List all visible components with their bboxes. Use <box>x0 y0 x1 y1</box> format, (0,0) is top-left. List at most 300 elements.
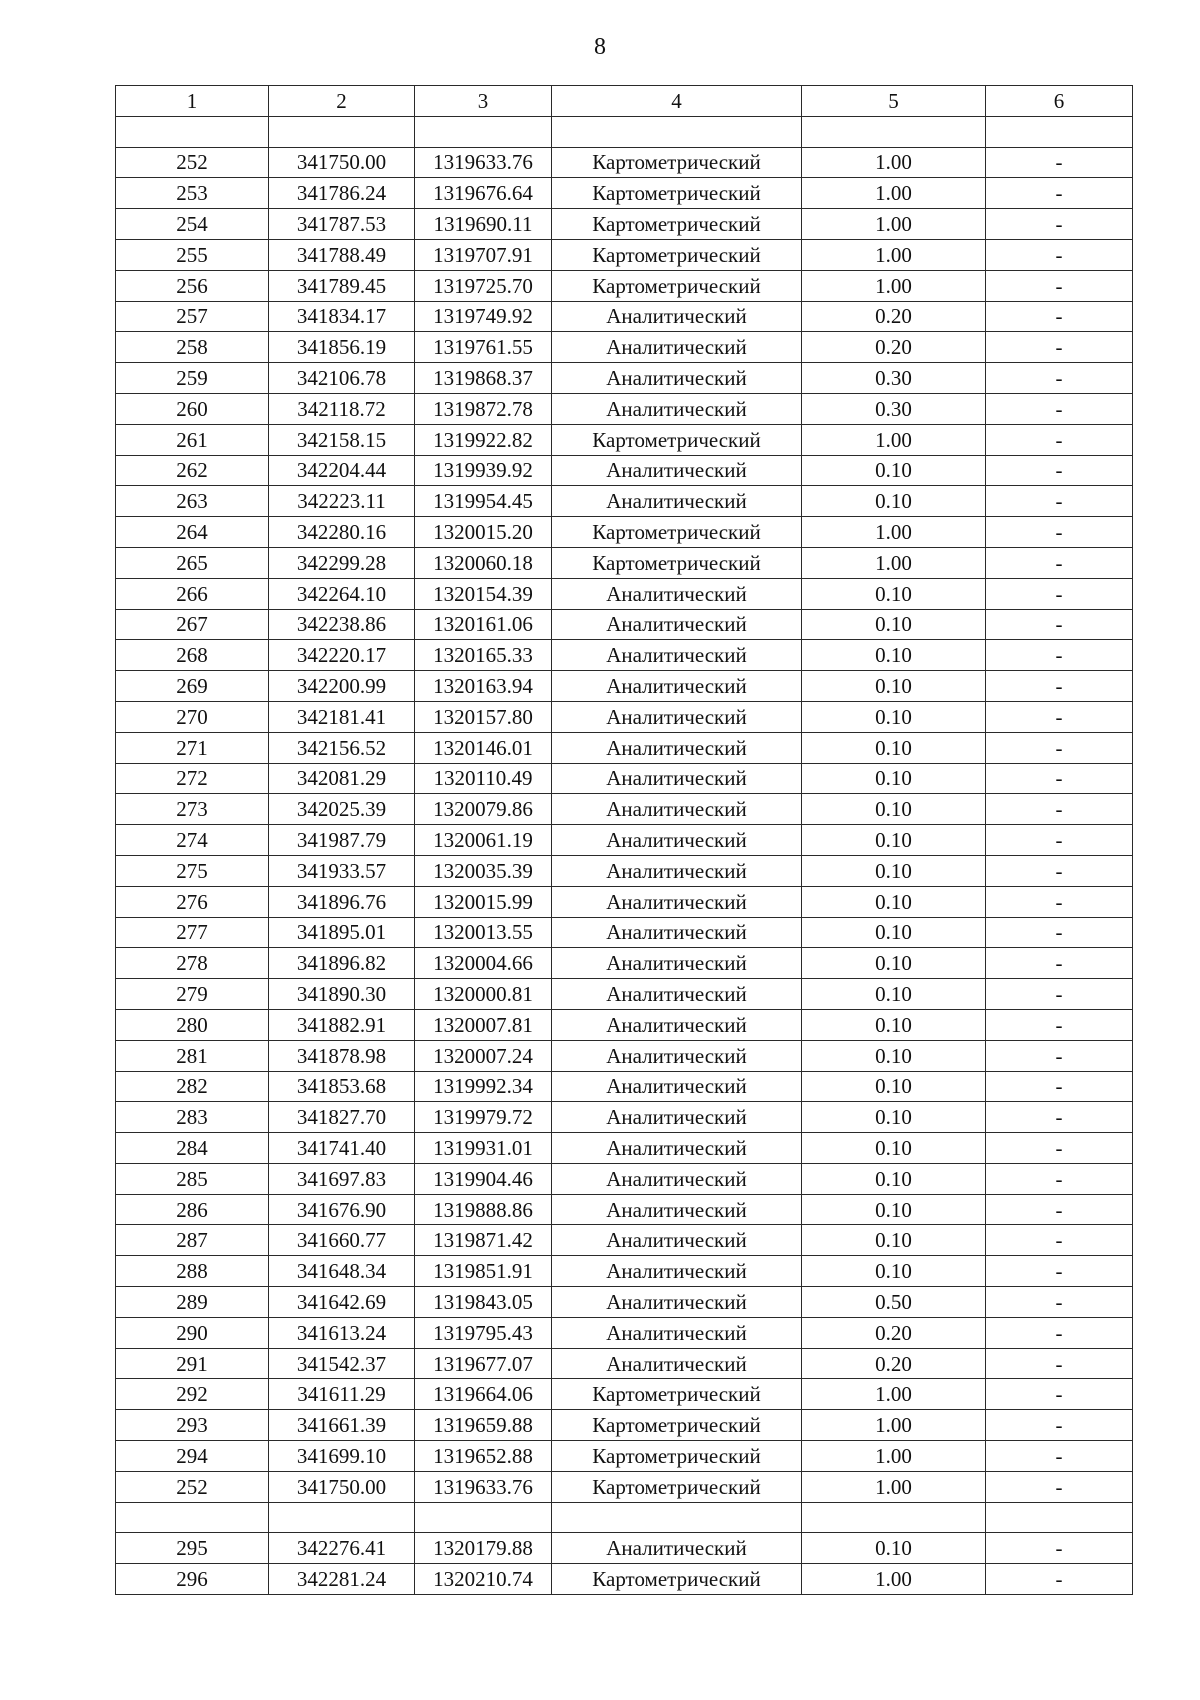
column-header: 2 <box>269 86 415 117</box>
method-cell: Аналитический <box>552 917 802 948</box>
y-coordinate-cell: 1319676.64 <box>415 178 552 209</box>
accuracy-cell: 0.10 <box>802 1256 986 1287</box>
x-coordinate-cell: 341611.29 <box>269 1379 415 1410</box>
description-cell: - <box>986 301 1133 332</box>
x-coordinate-cell: 341895.01 <box>269 917 415 948</box>
x-coordinate-cell: 341878.98 <box>269 1040 415 1071</box>
accuracy-cell: 0.10 <box>802 701 986 732</box>
point-number-cell: 273 <box>116 794 269 825</box>
method-cell: Картометрический <box>552 239 802 270</box>
method-cell <box>552 116 802 147</box>
description-cell: - <box>986 640 1133 671</box>
point-number-cell: 292 <box>116 1379 269 1410</box>
method-cell: Аналитический <box>552 701 802 732</box>
accuracy-cell: 0.10 <box>802 1533 986 1564</box>
x-coordinate-cell: 341933.57 <box>269 855 415 886</box>
x-coordinate-cell: 342238.86 <box>269 609 415 640</box>
y-coordinate-cell: 1319871.42 <box>415 1225 552 1256</box>
y-coordinate-cell: 1320000.81 <box>415 979 552 1010</box>
point-number-cell: 287 <box>116 1225 269 1256</box>
description-cell: - <box>986 1471 1133 1502</box>
y-coordinate-cell: 1319843.05 <box>415 1287 552 1318</box>
description-cell: - <box>986 178 1133 209</box>
accuracy-cell: 0.10 <box>802 609 986 640</box>
method-cell: Картометрический <box>552 1564 802 1595</box>
accuracy-cell <box>802 1502 986 1533</box>
y-coordinate-cell: 1319868.37 <box>415 363 552 394</box>
y-coordinate-cell: 1319992.34 <box>415 1071 552 1102</box>
x-coordinate-cell: 341661.39 <box>269 1410 415 1441</box>
accuracy-cell: 0.20 <box>802 1348 986 1379</box>
x-coordinate-cell: 342204.44 <box>269 455 415 486</box>
point-number-cell: 252 <box>116 1471 269 1502</box>
method-cell: Аналитический <box>552 332 802 363</box>
description-cell: - <box>986 886 1133 917</box>
point-number-cell: 263 <box>116 486 269 517</box>
table-row <box>116 1410 1133 1441</box>
method-cell: Аналитический <box>552 1009 802 1040</box>
x-coordinate-cell: 342223.11 <box>269 486 415 517</box>
accuracy-cell: 0.10 <box>802 855 986 886</box>
accuracy-cell: 0.20 <box>802 1317 986 1348</box>
description-cell: - <box>986 1194 1133 1225</box>
table-row <box>116 1163 1133 1194</box>
description-cell: - <box>986 855 1133 886</box>
point-number-cell: 254 <box>116 209 269 240</box>
point-number-cell: 264 <box>116 517 269 548</box>
x-coordinate-cell: 341896.82 <box>269 948 415 979</box>
method-cell: Аналитический <box>552 1040 802 1071</box>
y-coordinate-cell: 1319979.72 <box>415 1102 552 1133</box>
table-row <box>116 701 1133 732</box>
column-header: 6 <box>986 86 1133 117</box>
description-cell: - <box>986 1256 1133 1287</box>
point-number-cell: 268 <box>116 640 269 671</box>
description-cell: - <box>986 424 1133 455</box>
x-coordinate-cell: 341882.91 <box>269 1009 415 1040</box>
table-row <box>116 1194 1133 1225</box>
accuracy-cell: 0.20 <box>802 332 986 363</box>
accuracy-cell: 0.10 <box>802 948 986 979</box>
x-coordinate-cell: 341676.90 <box>269 1194 415 1225</box>
y-coordinate-cell: 1320007.24 <box>415 1040 552 1071</box>
point-number-cell: 258 <box>116 332 269 363</box>
point-number-cell: 259 <box>116 363 269 394</box>
method-cell: Аналитический <box>552 1133 802 1164</box>
point-number-cell: 294 <box>116 1441 269 1472</box>
x-coordinate-cell: 341750.00 <box>269 147 415 178</box>
method-cell: Картометрический <box>552 147 802 178</box>
y-coordinate-cell: 1319659.88 <box>415 1410 552 1441</box>
table-row <box>116 1317 1133 1348</box>
table-row <box>116 1287 1133 1318</box>
method-cell: Аналитический <box>552 948 802 979</box>
table-row <box>116 147 1133 178</box>
table-row <box>116 794 1133 825</box>
x-coordinate-cell: 342220.17 <box>269 640 415 671</box>
description-cell: - <box>986 147 1133 178</box>
x-coordinate-cell: 341542.37 <box>269 1348 415 1379</box>
x-coordinate-cell: 341750.00 <box>269 1471 415 1502</box>
method-cell <box>552 1502 802 1533</box>
description-cell: - <box>986 1441 1133 1472</box>
accuracy-cell: 1.00 <box>802 424 986 455</box>
x-coordinate-cell: 341896.76 <box>269 886 415 917</box>
method-cell: Аналитический <box>552 1256 802 1287</box>
coordinates-table <box>115 85 1133 1595</box>
method-cell: Картометрический <box>552 1441 802 1472</box>
x-coordinate-cell: 341660.77 <box>269 1225 415 1256</box>
description-cell: - <box>986 517 1133 548</box>
description-cell: - <box>986 825 1133 856</box>
point-number-cell: 291 <box>116 1348 269 1379</box>
table-row <box>116 239 1133 270</box>
y-coordinate-cell: 1319904.46 <box>415 1163 552 1194</box>
method-cell: Аналитический <box>552 855 802 886</box>
method-cell: Аналитический <box>552 578 802 609</box>
point-number-cell: 296 <box>116 1564 269 1595</box>
x-coordinate-cell: 341788.49 <box>269 239 415 270</box>
accuracy-cell: 0.10 <box>802 1133 986 1164</box>
x-coordinate-cell: 341786.24 <box>269 178 415 209</box>
y-coordinate-cell: 1320161.06 <box>415 609 552 640</box>
table-row <box>116 517 1133 548</box>
accuracy-cell: 0.10 <box>802 1071 986 1102</box>
method-cell: Картометрический <box>552 1410 802 1441</box>
description-cell: - <box>986 1379 1133 1410</box>
y-coordinate-cell <box>415 116 552 147</box>
table-row <box>116 1441 1133 1472</box>
x-coordinate-cell: 342264.10 <box>269 578 415 609</box>
description-cell: - <box>986 1287 1133 1318</box>
method-cell: Аналитический <box>552 1348 802 1379</box>
table-row <box>116 455 1133 486</box>
y-coordinate-cell: 1320163.94 <box>415 671 552 702</box>
description-cell: - <box>986 1317 1133 1348</box>
point-number-cell: 265 <box>116 547 269 578</box>
table-body <box>116 116 1133 1594</box>
description-cell: - <box>986 671 1133 702</box>
point-number-cell: 255 <box>116 239 269 270</box>
column-header: 1 <box>116 86 269 117</box>
accuracy-cell: 0.10 <box>802 578 986 609</box>
description-cell: - <box>986 1348 1133 1379</box>
table-row <box>116 825 1133 856</box>
point-number-cell: 276 <box>116 886 269 917</box>
y-coordinate-cell: 1320004.66 <box>415 948 552 979</box>
point-number-cell: 288 <box>116 1256 269 1287</box>
table-row <box>116 363 1133 394</box>
point-number-cell: 260 <box>116 393 269 424</box>
y-coordinate-cell: 1319888.86 <box>415 1194 552 1225</box>
method-cell: Аналитический <box>552 1317 802 1348</box>
x-coordinate-cell: 341789.45 <box>269 270 415 301</box>
description-cell: - <box>986 1410 1133 1441</box>
point-number-cell: 283 <box>116 1102 269 1133</box>
method-cell: Аналитический <box>552 794 802 825</box>
description-cell: - <box>986 917 1133 948</box>
accuracy-cell: 0.10 <box>802 455 986 486</box>
table-row <box>116 1502 1133 1533</box>
y-coordinate-cell: 1319761.55 <box>415 332 552 363</box>
point-number-cell: 271 <box>116 732 269 763</box>
accuracy-cell: 0.10 <box>802 763 986 794</box>
point-number-cell: 253 <box>116 178 269 209</box>
point-number-cell: 285 <box>116 1163 269 1194</box>
accuracy-cell: 0.10 <box>802 979 986 1010</box>
accuracy-cell: 0.30 <box>802 393 986 424</box>
y-coordinate-cell: 1319954.45 <box>415 486 552 517</box>
method-cell: Аналитический <box>552 1163 802 1194</box>
accuracy-cell <box>802 116 986 147</box>
method-cell: Картометрический <box>552 547 802 578</box>
method-cell: Картометрический <box>552 1471 802 1502</box>
point-number-cell: 257 <box>116 301 269 332</box>
x-coordinate-cell: 341827.70 <box>269 1102 415 1133</box>
description-cell: - <box>986 1133 1133 1164</box>
table-row <box>116 116 1133 147</box>
method-cell: Аналитический <box>552 1194 802 1225</box>
description-cell <box>986 1502 1133 1533</box>
accuracy-cell: 1.00 <box>802 1471 986 1502</box>
method-cell: Аналитический <box>552 486 802 517</box>
method-cell: Картометрический <box>552 1379 802 1410</box>
accuracy-cell: 0.10 <box>802 1040 986 1071</box>
point-number-cell: 269 <box>116 671 269 702</box>
table-row <box>116 671 1133 702</box>
point-number-cell: 290 <box>116 1317 269 1348</box>
point-number-cell: 275 <box>116 855 269 886</box>
table-row <box>116 1471 1133 1502</box>
table-row <box>116 578 1133 609</box>
table-row <box>116 1564 1133 1595</box>
table-row <box>116 301 1133 332</box>
column-header: 4 <box>552 86 802 117</box>
method-cell: Аналитический <box>552 732 802 763</box>
description-cell: - <box>986 1564 1133 1595</box>
y-coordinate-cell: 1320013.55 <box>415 917 552 948</box>
method-cell: Аналитический <box>552 671 802 702</box>
table-row <box>116 1009 1133 1040</box>
description-cell: - <box>986 1040 1133 1071</box>
table-row <box>116 1133 1133 1164</box>
x-coordinate-cell: 342158.15 <box>269 424 415 455</box>
x-coordinate-cell: 341853.68 <box>269 1071 415 1102</box>
table-row <box>116 1256 1133 1287</box>
accuracy-cell: 0.10 <box>802 886 986 917</box>
method-cell: Аналитический <box>552 1102 802 1133</box>
description-cell: - <box>986 547 1133 578</box>
y-coordinate-cell: 1320165.33 <box>415 640 552 671</box>
accuracy-cell: 0.10 <box>802 917 986 948</box>
y-coordinate-cell: 1320210.74 <box>415 1564 552 1595</box>
x-coordinate-cell <box>269 116 415 147</box>
x-coordinate-cell: 342025.39 <box>269 794 415 825</box>
y-coordinate-cell: 1320154.39 <box>415 578 552 609</box>
description-cell: - <box>986 1009 1133 1040</box>
table-row <box>116 1040 1133 1071</box>
method-cell: Аналитический <box>552 1071 802 1102</box>
x-coordinate-cell: 342081.29 <box>269 763 415 794</box>
x-coordinate-cell: 341642.69 <box>269 1287 415 1318</box>
table-row <box>116 1379 1133 1410</box>
description-cell: - <box>986 270 1133 301</box>
table-row <box>116 1102 1133 1133</box>
description-cell: - <box>986 701 1133 732</box>
table-row <box>116 855 1133 886</box>
x-coordinate-cell: 341834.17 <box>269 301 415 332</box>
point-number-cell: 277 <box>116 917 269 948</box>
table-row <box>116 393 1133 424</box>
table-row <box>116 917 1133 948</box>
method-cell: Аналитический <box>552 393 802 424</box>
accuracy-cell: 0.10 <box>802 1225 986 1256</box>
accuracy-cell: 0.30 <box>802 363 986 394</box>
point-number-cell: 266 <box>116 578 269 609</box>
description-cell: - <box>986 948 1133 979</box>
table-row <box>116 270 1133 301</box>
x-coordinate-cell: 342276.41 <box>269 1533 415 1564</box>
y-coordinate-cell: 1319633.76 <box>415 1471 552 1502</box>
accuracy-cell: 0.10 <box>802 825 986 856</box>
y-coordinate-cell: 1319690.11 <box>415 209 552 240</box>
method-cell: Аналитический <box>552 363 802 394</box>
method-cell: Аналитический <box>552 886 802 917</box>
table-row <box>116 1071 1133 1102</box>
y-coordinate-cell: 1320060.18 <box>415 547 552 578</box>
point-number-cell: 295 <box>116 1533 269 1564</box>
point-number-cell <box>116 1502 269 1533</box>
description-cell: - <box>986 1102 1133 1133</box>
table-row <box>116 486 1133 517</box>
description-cell: - <box>986 794 1133 825</box>
accuracy-cell: 0.10 <box>802 486 986 517</box>
accuracy-cell: 0.10 <box>802 640 986 671</box>
point-number-cell <box>116 116 269 147</box>
description-cell: - <box>986 609 1133 640</box>
description-cell: - <box>986 239 1133 270</box>
x-coordinate-cell: 341699.10 <box>269 1441 415 1472</box>
method-cell: Картометрический <box>552 209 802 240</box>
x-coordinate-cell: 341856.19 <box>269 332 415 363</box>
description-cell: - <box>986 209 1133 240</box>
accuracy-cell: 0.10 <box>802 732 986 763</box>
x-coordinate-cell: 342106.78 <box>269 363 415 394</box>
accuracy-cell: 1.00 <box>802 517 986 548</box>
y-coordinate-cell: 1320015.20 <box>415 517 552 548</box>
accuracy-cell: 1.00 <box>802 1410 986 1441</box>
x-coordinate-cell: 341741.40 <box>269 1133 415 1164</box>
y-coordinate-cell: 1320079.86 <box>415 794 552 825</box>
method-cell: Аналитический <box>552 640 802 671</box>
method-cell: Аналитический <box>552 301 802 332</box>
y-coordinate-cell: 1319851.91 <box>415 1256 552 1287</box>
x-coordinate-cell: 342156.52 <box>269 732 415 763</box>
point-number-cell: 280 <box>116 1009 269 1040</box>
y-coordinate-cell: 1320015.99 <box>415 886 552 917</box>
description-cell: - <box>986 763 1133 794</box>
method-cell: Картометрический <box>552 424 802 455</box>
accuracy-cell: 1.00 <box>802 547 986 578</box>
accuracy-cell: 0.10 <box>802 1009 986 1040</box>
description-cell: - <box>986 578 1133 609</box>
y-coordinate-cell: 1319939.92 <box>415 455 552 486</box>
table-row <box>116 424 1133 455</box>
table-row <box>116 1533 1133 1564</box>
x-coordinate-cell: 341648.34 <box>269 1256 415 1287</box>
y-coordinate-cell: 1319652.88 <box>415 1441 552 1472</box>
x-coordinate-cell: 342181.41 <box>269 701 415 732</box>
method-cell: Аналитический <box>552 455 802 486</box>
point-number-cell: 274 <box>116 825 269 856</box>
y-coordinate-cell: 1319922.82 <box>415 424 552 455</box>
column-header: 3 <box>415 86 552 117</box>
accuracy-cell: 0.20 <box>802 301 986 332</box>
y-coordinate-cell: 1319931.01 <box>415 1133 552 1164</box>
accuracy-cell: 1.00 <box>802 1564 986 1595</box>
method-cell: Картометрический <box>552 517 802 548</box>
table-row <box>116 640 1133 671</box>
point-number-cell: 262 <box>116 455 269 486</box>
accuracy-cell: 0.10 <box>802 1163 986 1194</box>
x-coordinate-cell: 341697.83 <box>269 1163 415 1194</box>
y-coordinate-cell: 1319872.78 <box>415 393 552 424</box>
table-row <box>116 609 1133 640</box>
table-row <box>116 948 1133 979</box>
accuracy-cell: 1.00 <box>802 239 986 270</box>
accuracy-cell: 1.00 <box>802 1441 986 1472</box>
point-number-cell: 284 <box>116 1133 269 1164</box>
y-coordinate-cell: 1320157.80 <box>415 701 552 732</box>
table-row <box>116 178 1133 209</box>
description-cell: - <box>986 1533 1133 1564</box>
point-number-cell: 282 <box>116 1071 269 1102</box>
y-coordinate-cell: 1320035.39 <box>415 855 552 886</box>
table-row <box>116 332 1133 363</box>
method-cell: Аналитический <box>552 763 802 794</box>
accuracy-cell: 0.10 <box>802 1194 986 1225</box>
method-cell: Аналитический <box>552 1533 802 1564</box>
x-coordinate-cell: 342280.16 <box>269 517 415 548</box>
y-coordinate-cell <box>415 1502 552 1533</box>
table-row <box>116 979 1133 1010</box>
point-number-cell: 256 <box>116 270 269 301</box>
y-coordinate-cell: 1319633.76 <box>415 147 552 178</box>
description-cell <box>986 116 1133 147</box>
accuracy-cell: 0.10 <box>802 671 986 702</box>
accuracy-cell: 0.10 <box>802 1102 986 1133</box>
description-cell: - <box>986 393 1133 424</box>
method-cell: Картометрический <box>552 270 802 301</box>
accuracy-cell: 1.00 <box>802 270 986 301</box>
x-coordinate-cell: 341787.53 <box>269 209 415 240</box>
method-cell: Картометрический <box>552 178 802 209</box>
table-row <box>116 547 1133 578</box>
description-cell: - <box>986 732 1133 763</box>
x-coordinate-cell: 341890.30 <box>269 979 415 1010</box>
y-coordinate-cell: 1320146.01 <box>415 732 552 763</box>
x-coordinate-cell: 342200.99 <box>269 671 415 702</box>
point-number-cell: 278 <box>116 948 269 979</box>
description-cell: - <box>986 1225 1133 1256</box>
point-number-cell: 272 <box>116 763 269 794</box>
y-coordinate-cell: 1319664.06 <box>415 1379 552 1410</box>
method-cell: Аналитический <box>552 1225 802 1256</box>
point-number-cell: 270 <box>116 701 269 732</box>
table-row <box>116 209 1133 240</box>
point-number-cell: 279 <box>116 979 269 1010</box>
point-number-cell: 261 <box>116 424 269 455</box>
